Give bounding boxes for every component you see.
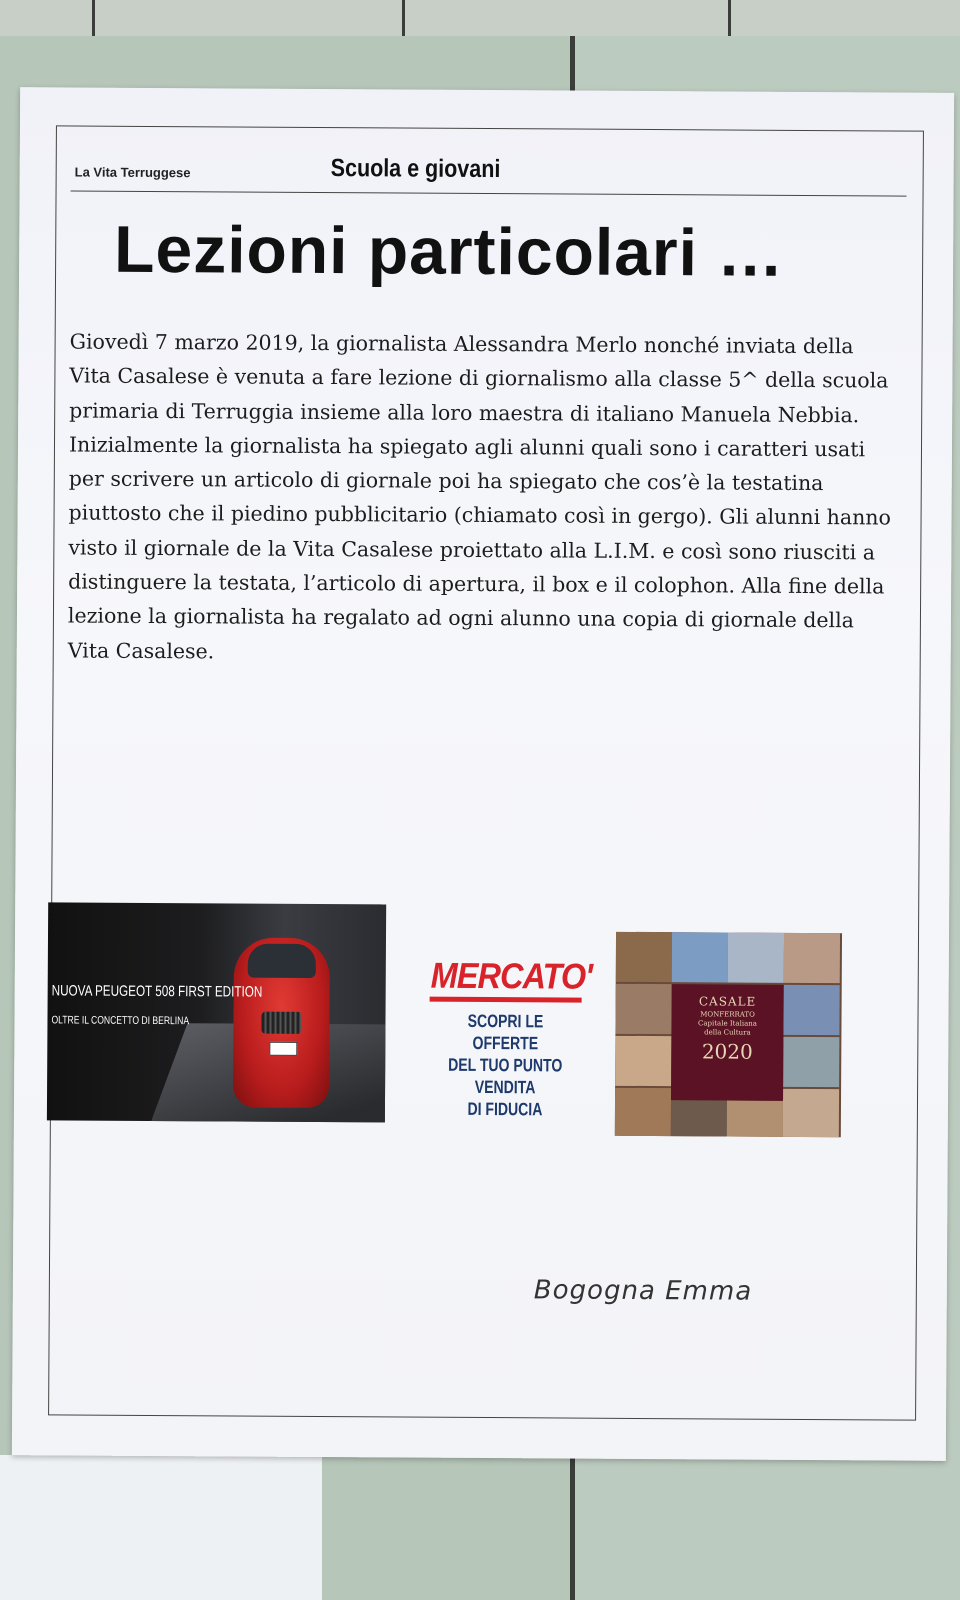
- author-signature: Bogogna Emma: [533, 1275, 753, 1307]
- photo-tile: [783, 985, 839, 1035]
- wall-joint: [402, 0, 405, 40]
- mercato-logo-underline: [430, 997, 582, 1003]
- photo-tile: [616, 932, 672, 982]
- wall-joint: [728, 0, 731, 40]
- mercato-ad: [421, 954, 593, 1126]
- mercato-tagline: SCOPRI LE OFFERTE DEL TUO PUNTO VENDITA DI FIDUCIA: [448, 1010, 563, 1120]
- photo-tile: [783, 1089, 839, 1137]
- photo-tile: [672, 932, 728, 982]
- page-frame: [48, 125, 924, 1420]
- peugeot-ad-title: NUOVA PEUGEOT 508 FIRST EDITION: [51, 982, 263, 1001]
- photo-tile: [783, 1037, 839, 1087]
- wall-joint: [92, 0, 95, 40]
- section-title: Scuola e giovani: [330, 154, 501, 184]
- casale-title: CASALE: [698, 994, 757, 1009]
- photo-tile: [615, 1088, 671, 1137]
- other-paper-sheet: [0, 1455, 322, 1600]
- casale-year: 2020: [701, 1039, 753, 1064]
- car-grille: [261, 1012, 301, 1034]
- photo-tile: [671, 1100, 727, 1137]
- car-windshield: [248, 944, 316, 978]
- photo-tile: [728, 932, 784, 982]
- article-body: Giovedì 7 marzo 2019, la giornalista Alessandra Merlo nonché inviata della Vita Casalese è venuta a fare lezione di giornalismo alla classe 5^ della scuola primaria di Terruggia insieme alla loro maestra di italiano Manuela Nebbia. Inizialmente la giornalista ha spiegato agli alunni quali sono i caratteri usati per scrivere un articolo di giornale poi ha spiegato che cos’è la testatina piuttosto che il piedino pubblicitario (chiamato così in gergo). Gli alunni hanno visto il giornale de la Vita Casalese proiettato alla L.I.M. e così sono riusciti a distinguere la testata, l’articolo di apertura, il box e il colophon. Alla fine della lezione la giornalista ha regalato ad ogni alunno una copia di giornale della Vita Casalese.: [67, 329, 891, 664]
- newspaper-name: La Vita Terruggese: [74, 164, 191, 181]
- peugeot-ad-subtitle: OLTRE IL CONCETTO DI BERLINA: [51, 1014, 190, 1028]
- photo-tile: [727, 1100, 783, 1137]
- photo-tile: [784, 933, 840, 983]
- peugeot-ad: [47, 902, 386, 1122]
- article-headline: Lezioni particolari …: [113, 211, 785, 290]
- photo-tile: [615, 1036, 671, 1086]
- poster-sheet: [12, 87, 954, 1461]
- casale-subtitle: MONFERRATO Capitale Italiana della Cultura: [697, 1010, 757, 1037]
- casale-monferrato-ad: [615, 932, 842, 1137]
- casale-card: [671, 984, 784, 1101]
- running-header: [75, 148, 905, 193]
- mercato-logo: MERCATO': [430, 954, 593, 997]
- license-plate: [269, 1042, 297, 1056]
- photo-tile: [615, 984, 671, 1034]
